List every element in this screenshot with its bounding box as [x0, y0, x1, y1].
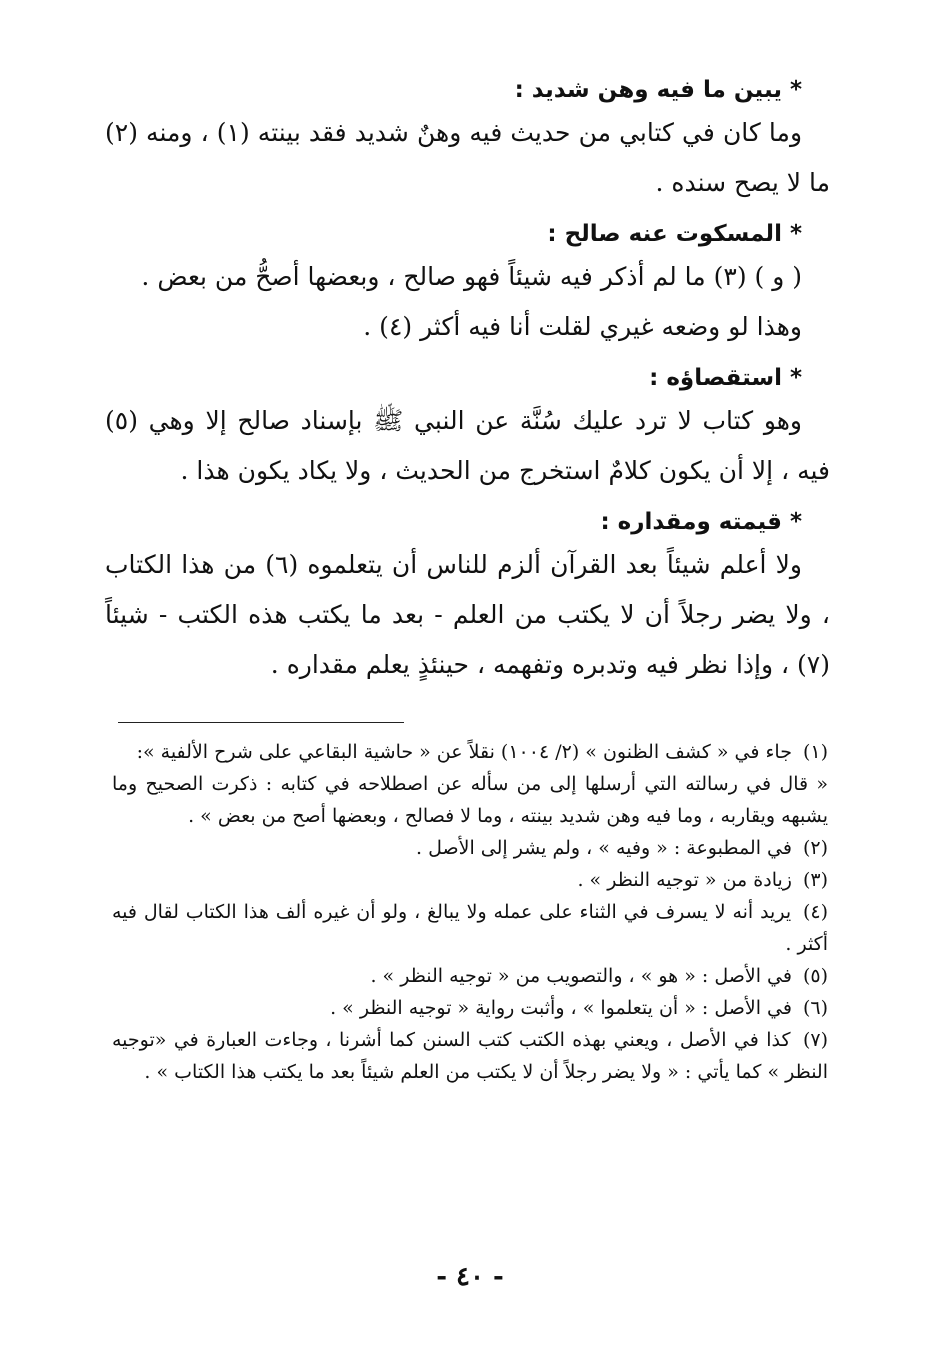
footnote-3	[112, 864, 828, 896]
footnote-number: (٣)	[802, 869, 828, 891]
paragraph: ( و ) (٣) ما لم أذكر فيه شيئاً فهو صالح ، وبعضها أصحُّ من بعض .	[141, 262, 802, 291]
section-heading: * قيمته ومقداره :	[600, 509, 802, 535]
footnote-1	[112, 736, 828, 768]
main-text	[105, 72, 830, 698]
paragraph: وهو كتاب لا ترد عليك سُنَّة عن النبي ﷺ بإسناد صالح إلا وهي (٥) فيه ، إلا أن يكون كلامٌ استخرج من الحديث ، ولا يكاد يكون هذا .	[105, 406, 830, 485]
footnote-number: (٥)	[802, 965, 828, 987]
footnote-7	[112, 1024, 828, 1088]
footnotes	[112, 736, 828, 1088]
section-weakness-disclosed	[105, 72, 830, 208]
footnote-5	[112, 960, 828, 992]
footnote-number: (٤)	[802, 901, 828, 923]
section-value	[105, 504, 830, 690]
section-silent-is-sound	[105, 216, 830, 352]
paragraph: ولا أعلم شيئاً بعد القرآن ألزم للناس أن يتعلموه (٦) من هذا الكتاب ، ولا يضر رجلاً أن لا يكتب من العلم - بعد ما يكتب هذه الكتب - شيئاً (٧) ، وإذا نظر فيه وتدبره وتفهمه ، حينئذٍ يعلم مقداره .	[105, 550, 830, 679]
paragraph: وهذا لو وضعه غيري لقلت أنا فيه أكثر (٤) .	[363, 312, 802, 341]
paragraph: وما كان في كتابي من حديث فيه وهنٌ شديد فقد بينته (١) ، ومنه (٢) ما لا يصح سنده .	[105, 118, 830, 197]
page-number: - ٤٠ -	[436, 1262, 504, 1292]
section-heading: * المسكوت عنه صالح :	[547, 221, 802, 247]
section-comprehensiveness	[105, 360, 830, 496]
footnote-text: كذا في الأصل ، ويعني بهذه الكتب كتب السنن كما أشرنا ، وجاءت العبارة في «توجيه النظر » كما يأتي : « ولا يضر رجلاً أن لا يكتب من العلم شيئاً بعد ما يكتب هذا الكتاب » .	[112, 1029, 828, 1083]
footnote-separator	[118, 722, 404, 723]
footnote-text: زيادة من « توجيه النظر » .	[577, 869, 792, 891]
section-heading: * استقصاؤه :	[649, 365, 802, 391]
footnote-text: جاء في « كشف الظنون » (٢/ ١٠٠٤) نقلاً عن « حاشية البقاعي على شرح الألفية »:	[136, 741, 792, 763]
footnote-6	[112, 992, 828, 1024]
footnote-number: (٢)	[802, 837, 828, 859]
footnote-text: في المطبوعة : « وفيه » ، ولم يشر إلى الأصل .	[416, 837, 792, 859]
footnote-text: في الأصل : « هو » ، والتصويب من « توجيه النظر » .	[370, 965, 792, 987]
footnote-text: في الأصل : « أن يتعلموا » ، وأثبت رواية « توجيه النظر » .	[330, 997, 792, 1019]
footnote-text: يريد أنه لا يسرف في الثناء على عمله ولا يبالغ ، ولو أن غيره ألف هذا الكتاب لقال فيه أكثر .	[112, 901, 828, 955]
section-heading: * يبين ما فيه وهن شديد :	[514, 77, 802, 103]
footnote-2	[112, 832, 828, 864]
footnote-number: (١)	[802, 741, 828, 763]
footnote-number: (٧)	[802, 1029, 829, 1051]
footnote-4	[112, 896, 828, 960]
footnote-number: (٦)	[802, 997, 828, 1019]
footnote-1-quote: « قال في رسالته التي أرسلها إلى من سأله عن اصطلاحه في كتابه : ذكرت الصحيح وما يشبهه ويقاربه ، وما فيه وهن شديد بينته ، وما لا فصالح ، وبعضها أصح من بعض » .	[112, 773, 828, 827]
